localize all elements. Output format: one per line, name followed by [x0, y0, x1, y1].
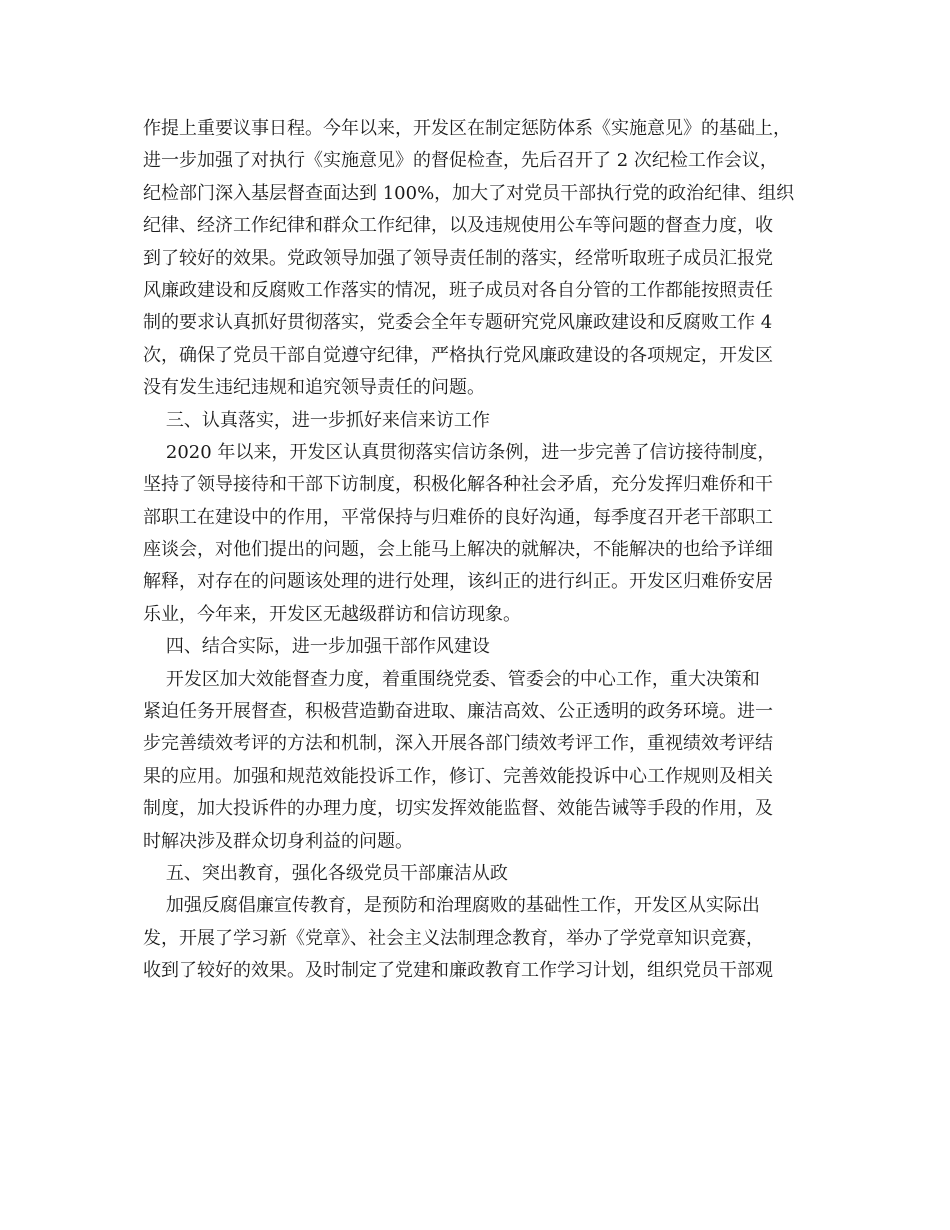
text-line: 紧迫任务开展督查，积极营造勤奋进取、廉洁高效、公正透明的政务环境。进一: [143, 701, 773, 723]
section-heading: [143, 405, 803, 437]
text-line: 2020 年以来，开发区认真贯彻落实信访条例，进一步完善了信访接待制度，: [143, 441, 776, 463]
text-line: 部职工在建设中的作用，平常保持与归难侨的良好沟通，每季度召开老干部职工: [143, 506, 773, 528]
text-line: 进一步加强了对执行《实施意见》的督促检查，先后召开了 2 次纪检工作会议，: [143, 150, 778, 172]
text-line: 纪律、经济工作纪律和群众工作纪律，以及违规使用公车等问题的督查力度，收: [143, 215, 773, 237]
text-line: 坚持了领导接待和干部下访制度，积极化解各种社会矛盾，充分发挥归难侨和干: [143, 474, 773, 496]
body-paragraph: [143, 664, 803, 858]
text-line: 时解决涉及群众切身利益的问题。: [143, 830, 413, 852]
text-line: 风廉政建设和反腐败工作落实的情况，班子成员对各自分管的工作都能按照责任: [143, 279, 773, 301]
text-line: 步完善绩效考评的方法和机制，深入开展各部门绩效考评工作，重视绩效考评结: [143, 733, 773, 755]
text-line: 果的应用。加强和规范效能投诉工作，修订、完善效能投诉中心工作规则及相关: [143, 765, 773, 787]
text-line: 到了较好的效果。党政领导加强了领导责任制的落实，经常听取班子成员汇报党: [143, 247, 773, 269]
body-paragraph: [143, 890, 803, 987]
text-line: 制度，加大投诉件的办理力度，切实发挥效能监督、效能告诫等手段的作用，及: [143, 798, 773, 820]
section-heading: [143, 858, 803, 890]
body-paragraph: [143, 113, 803, 405]
text-line: 三、认真落实，进一步抓好来信来访工作: [143, 409, 490, 431]
text-line: 制的要求认真抓好贯彻落实，党委会全年专题研究党风廉政建设和反腐败工作 4: [143, 312, 773, 334]
text-line: 开发区加大效能督查力度，着重围绕党委、管委会的中心工作，重大决策和: [143, 668, 760, 690]
text-line: 收到了较好的效果。及时制定了党建和廉政教育工作学习计划，组织党员干部观: [143, 960, 773, 982]
text-line: 四、结合实际，进一步加强干部作风建设: [143, 636, 490, 658]
text-line: 乐业，今年来，开发区无越级群访和信访现象。: [143, 603, 521, 625]
text-line: 发，开展了学习新《党章》、社会主义法制理念教育，举办了学党章知识竞赛，: [143, 927, 764, 949]
text-line: 次，确保了党员干部自觉遵守纪律，严格执行党风廉政建设的各项规定，开发区: [143, 344, 773, 366]
section-heading: [143, 631, 803, 663]
text-line: 纪检部门深入基层督查面达到 100%，加大了对党员干部执行党的政治纪律、组织: [143, 182, 795, 204]
text-line: 加强反腐倡廉宣传教育，是预防和治理腐败的基础性工作，开发区从实际出: [143, 895, 760, 917]
text-line: 五、突出教育，强化各级党员干部廉洁从政: [143, 862, 508, 884]
document-body: [143, 113, 803, 988]
text-line: 作提上重要议事日程。今年以来，开发区在制定惩防体系《实施意见》的基础上，: [143, 118, 791, 139]
text-line: 没有发生违纪违规和追究领导责任的问题。: [143, 377, 485, 399]
body-paragraph: [143, 437, 803, 631]
text-line: 座谈会，对他们提出的问题，会上能马上解决的就解决，不能解决的也给予详细: [143, 539, 773, 561]
text-line: 解释，对存在的问题该处理的进行处理，该纠正的进行纠正。开发区归难侨安居: [143, 571, 773, 593]
